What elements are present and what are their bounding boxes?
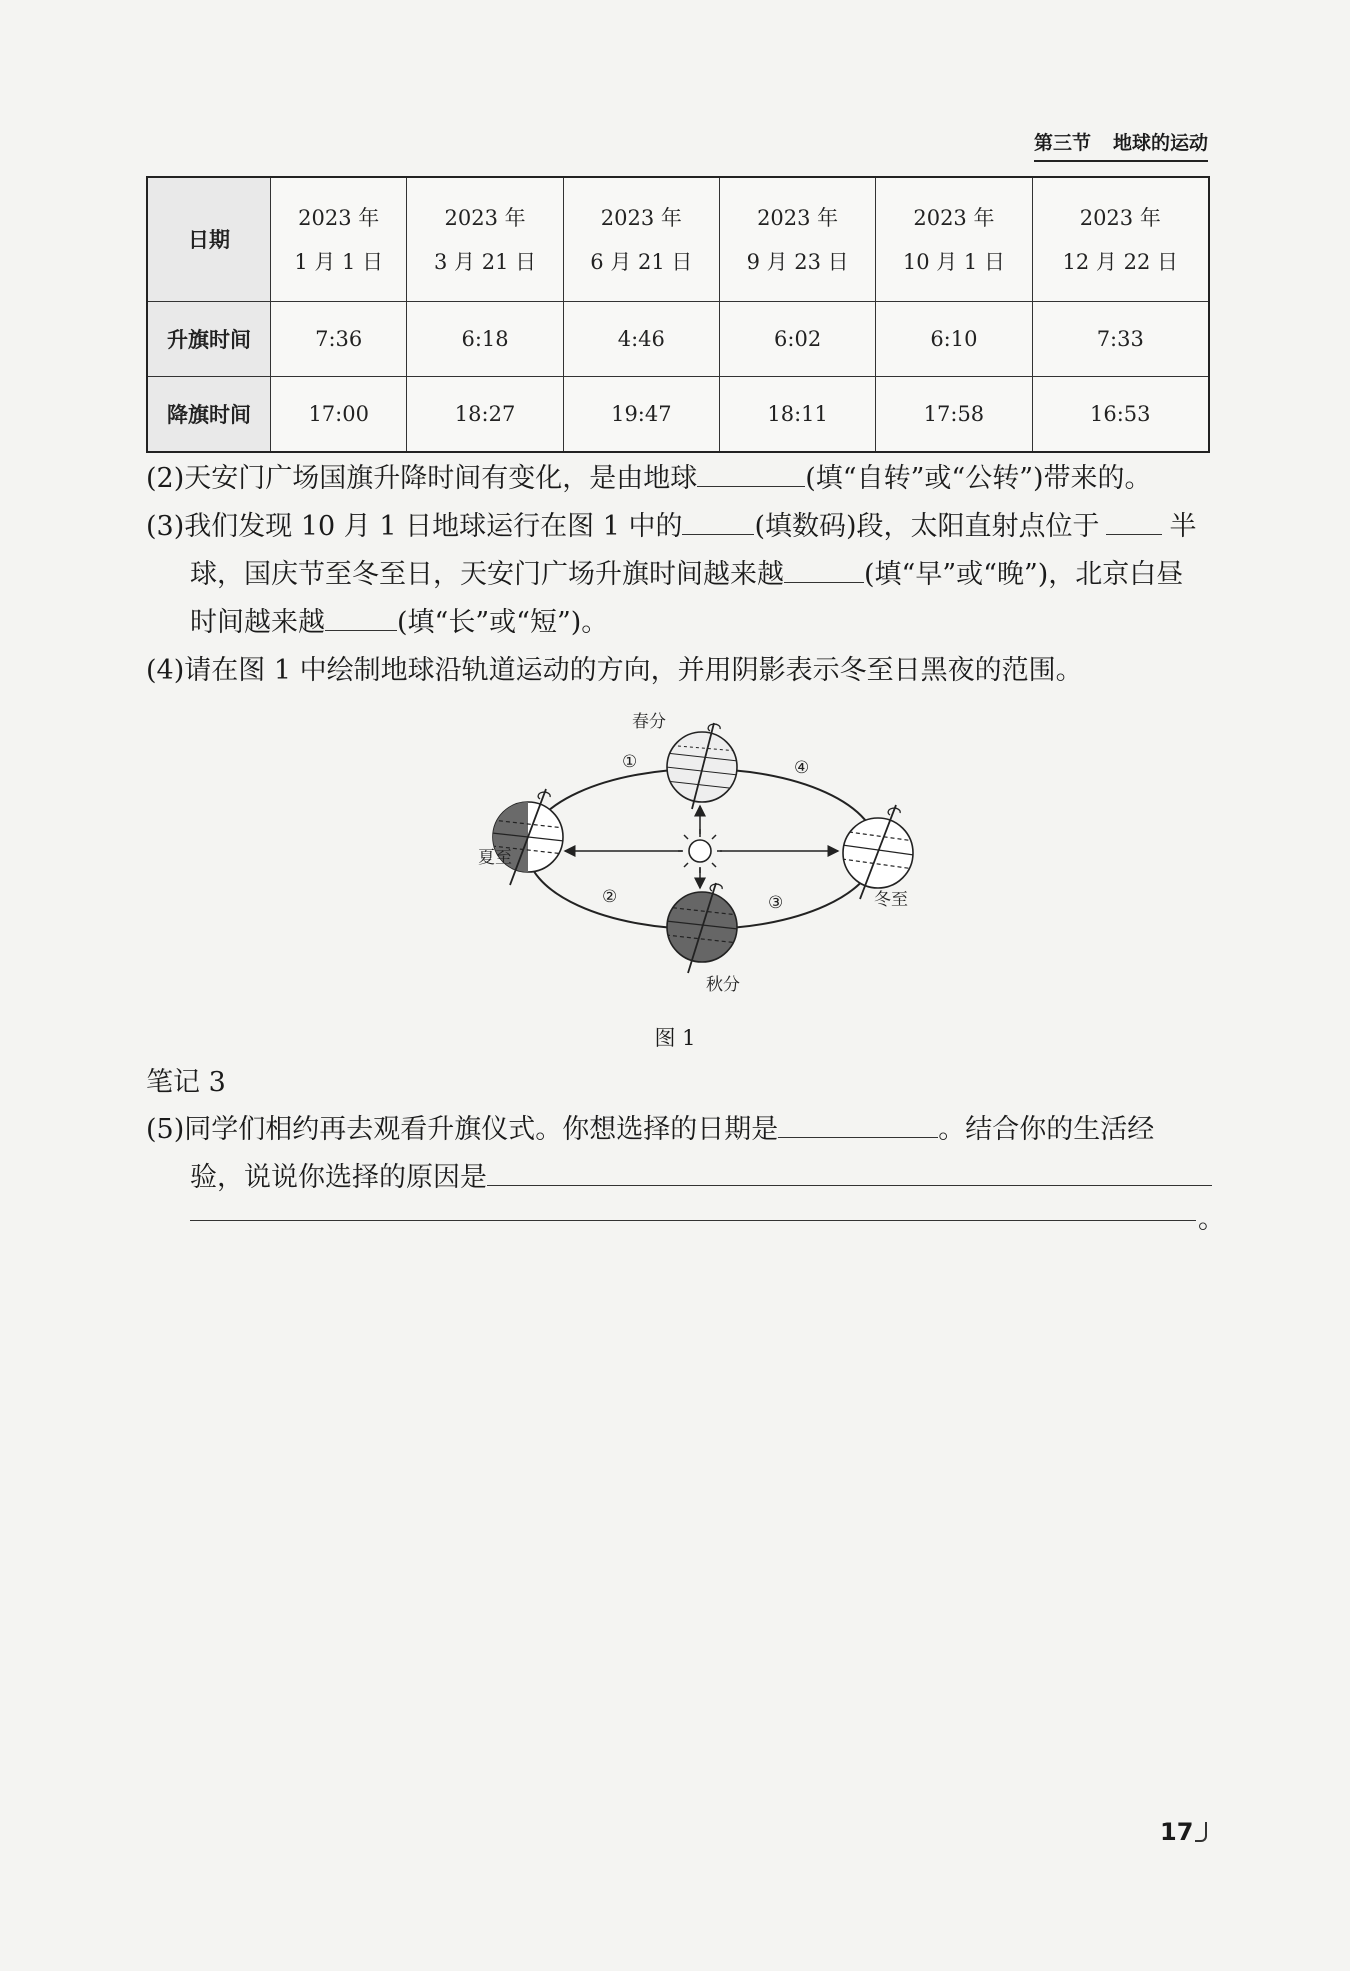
answer-blank[interactable]: [487, 1161, 1212, 1186]
lower-time-cell: 18:11: [719, 377, 875, 453]
earth-spring: [666, 723, 738, 809]
earth-summer: [490, 789, 564, 885]
answer-blank[interactable]: [697, 462, 805, 487]
answer-blank[interactable]: [778, 1113, 938, 1138]
segment-label-4: ④: [794, 758, 810, 778]
table-row-lower: [147, 377, 1209, 453]
row-header-date: 日期: [147, 177, 271, 302]
answer-blank[interactable]: [784, 558, 864, 583]
date-cell: 2023 年 9 月 23 日: [719, 177, 875, 302]
label-spring: 春分: [632, 712, 666, 732]
question-5: (5)同学们相约再去观看升旗仪式。你想选择的日期是 。结合你的生活经 验，说说你选择的原因是: [146, 1106, 1216, 1202]
rise-time-cell: 6:10: [876, 302, 1032, 377]
table-row-rise: [147, 302, 1209, 377]
date-cell: 2023 年 10 月 1 日: [876, 177, 1032, 302]
label-summer: 夏至: [478, 848, 512, 868]
row-header-rise: 升旗时间: [147, 302, 271, 377]
date-cell: 2023 年 3 月 21 日: [407, 177, 563, 302]
figure-earth-orbit: [470, 705, 930, 1005]
page-number: 17: [1160, 1818, 1207, 1846]
answer-blank[interactable]: [325, 606, 397, 631]
page-header: [1034, 128, 1208, 162]
question-4: (4)请在图 1 中绘制地球沿轨道运动的方向，并用阴影表示冬至日黑夜的范围。: [146, 655, 1083, 686]
row-header-lower: 降旗时间: [147, 377, 271, 453]
rise-time-cell: 6:18: [407, 302, 563, 377]
segment-label-1: ①: [622, 752, 638, 772]
question-3: (3)我们发现 10 月 1 日地球运行在图 1 中的 (填数码)段，太阳直射点位于 半 球，国庆节至冬至日，天安门广场升旗时间越来越 (填“早”或“晚”)，北京白昼 时间越来越 (填“长”或“短”)。: [146, 511, 1197, 638]
answer-blank[interactable]: [1106, 510, 1162, 535]
section-label: 第三节: [1033, 132, 1091, 154]
answer-line[interactable]: [190, 1220, 1196, 1221]
notes-label: 笔记 3: [146, 1067, 226, 1098]
date-cell: 2023 年 1 月 1 日: [271, 177, 407, 302]
flag-time-table: [146, 176, 1210, 453]
figure-caption: 图 1: [654, 1026, 696, 1050]
rise-time-cell: 7:33: [1032, 302, 1209, 377]
table-row-date: [147, 177, 1209, 302]
label-winter: 冬至: [874, 890, 908, 910]
earth-autumn: [666, 883, 738, 973]
lower-time-cell: 18:27: [407, 377, 563, 453]
lower-time-cell: 16:53: [1032, 377, 1209, 453]
rise-time-cell: 7:36: [271, 302, 407, 377]
lower-time-cell: 19:47: [563, 377, 719, 453]
lower-time-cell: 17:00: [271, 377, 407, 453]
earth-winter: [842, 805, 914, 899]
section-title: 地球的运动: [1112, 132, 1208, 154]
sentence-end: 。: [1198, 1204, 1225, 1235]
answer-blank[interactable]: [682, 510, 754, 535]
lower-time-cell: 17:58: [876, 377, 1032, 453]
rise-time-cell: 6:02: [719, 302, 875, 377]
orbit-diagram: [470, 705, 930, 1005]
date-cell: 2023 年 6 月 21 日: [563, 177, 719, 302]
rise-time-cell: 4:46: [563, 302, 719, 377]
segment-label-3: ③: [768, 893, 784, 913]
date-cell: 2023 年 12 月 22 日: [1032, 177, 1209, 302]
label-autumn: 秋分: [706, 975, 740, 995]
segment-label-2: ②: [602, 887, 618, 907]
question-2: (2)天安门广场国旗升降时间有变化，是由地球 (填“自转”或“公转”)带来的。: [146, 463, 1152, 494]
